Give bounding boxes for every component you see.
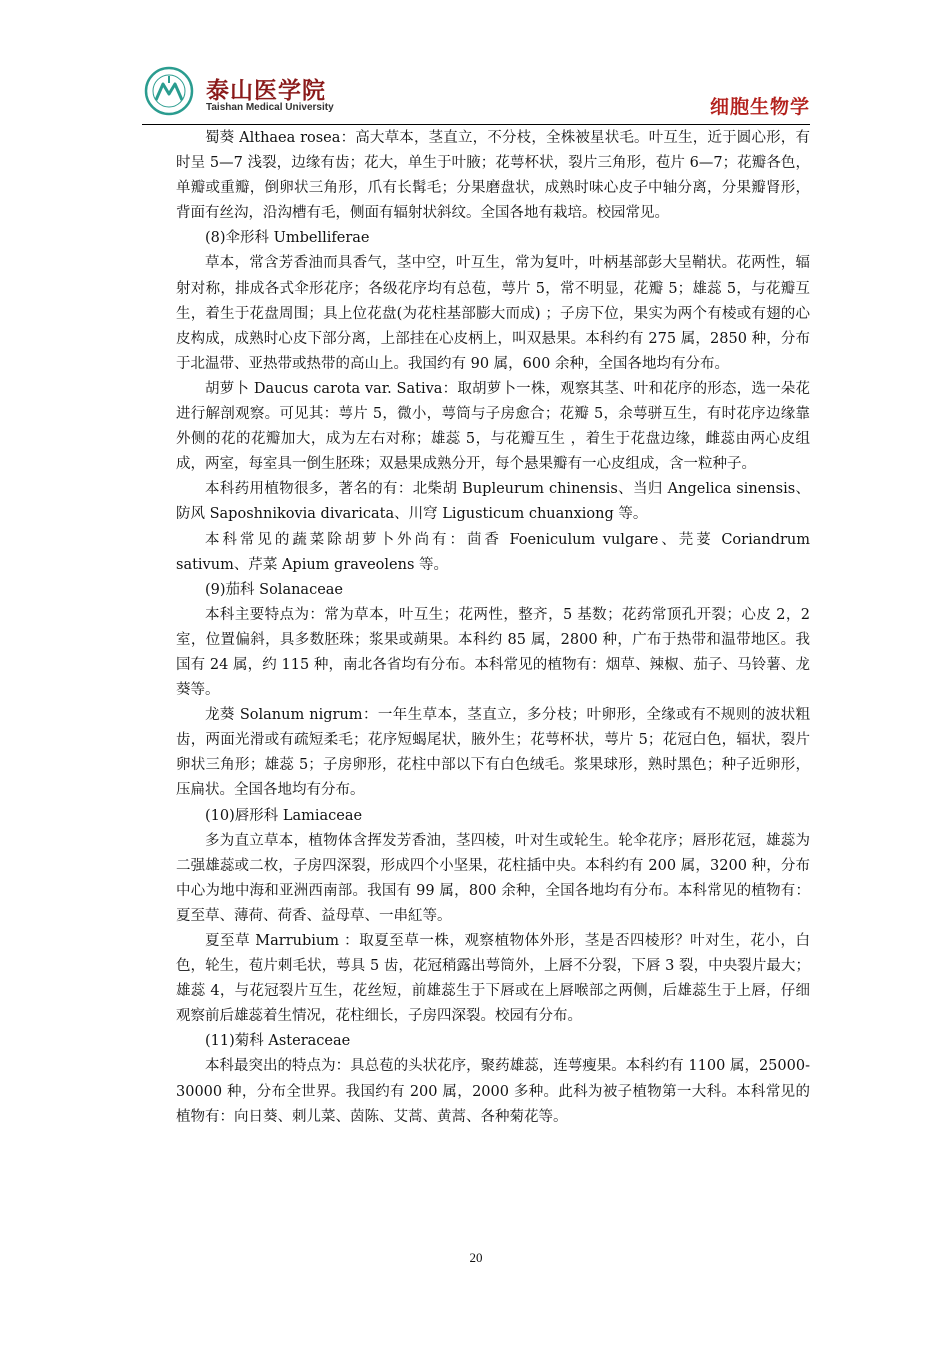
- paragraph: 本科常见的蔬菜除胡萝卜外尚有：茴香 Foeniculum vulgare、芫荽 Coriandrum sativum、芹菜 Apium graveolens 等。: [176, 531, 810, 573]
- university-name-cn: 泰山医学院: [206, 77, 326, 104]
- university-name-en: Taishan Medical University: [206, 102, 334, 113]
- paragraph: 胡萝卜 Daucus carota var. Sativa：取胡萝卜一株，观察其茎、叶和花序的形态，选一朵花进行解剖观察。可见其：萼片 5，微小，萼筒与子房愈合；花瓣 5，余萼骈互生，有时花序边缘靠外侧的花的花瓣加大，成为左右对称；雄蕊 5，与花瓣互生 ，着生于花盘边缘，雌蕊由两心皮组成，两室，每室具一倒生胚珠；双悬果成熟分开，每个悬果瓣有一心皮组成，含一粒种子。: [176, 380, 810, 473]
- paragraph: 蜀葵 Althaea rosea：高大草本，茎直立，不分枝，全株被星状毛。叶互生，近于圆心形，有时呈 5—7 浅裂，边缘有齿；花大，单生于叶腋；花萼杯状，裂片三角形，苞片 6—7；花瓣各色，单瓣或重瓣，倒卵状三角形，爪有长髯毛；分果磨盘状，成熟时味心皮子中轴分离，分果瓣肾形，背面有丝沟，沿沟槽有毛，侧面有辐射状斜纹。全国各地有栽培。校园常见。: [176, 130, 810, 222]
- body-text: [176, 126, 810, 1130]
- header-divider: [142, 124, 810, 125]
- paragraph: 多为直立草本，植物体含挥发芳香油，茎四棱，叶对生或轮生。轮伞花序；唇形花冠，雄蕊为二强雄蕊或二枚，子房四深裂，形成四个小坚果，花柱插中央。本科约有 200 属，3200 种，分布中心为地中海和亚洲西南部。我国有 99 属，800 余种，全国各地均有分布。本科常见的植物有：夏至草、薄荷、荷香、益母草、一串紅等。: [176, 832, 810, 924]
- paragraph: 本科主要特点为：常为草本，叶互生；花两性，整齐，5 基数；花药常顶孔开裂；心皮 2，2 室，位置偏斜，具多数胚珠；浆果或蒴果。本科约 85 属，2800 种，广布于热带和温带地区。我国有 24 属，约 115 种，南北各省均有分布。本科常见的植物有：烟草、辣椒、茄子、马铃薯、龙葵等。: [176, 606, 810, 699]
- paragraph: 本科药用植物很多，著名的有：北柴胡 Bupleurum chinensis、当归 Angelica sinensis、防风 Saposhnikovia divaricata、川穹 Ligusticum chuanxiong 等。: [176, 481, 810, 523]
- paragraph: 草本，常含芳香油而具香气，茎中空，叶互生，常为复叶，叶柄基部彭大呈鞘状。花两性，辐射对称，排成各式伞形花序；各级花序均有总苞，萼片 5，常不明显，花瓣 5；雄蕊 5，与花瓣互生，着生于花盘周围；具上位花盘(为花柱基部膨大而成) ；子房下位，果实为两个有棱或有翅的心皮构成，成熟时心皮下部分离，上部挂在心皮柄上，叫双悬果。本科约有 275 属，2850 种，分布于北温带、亚热带或热带的高山上。我国约有 90 属，600 余种，全国各地均有分布。: [176, 255, 810, 372]
- university-emblem-icon: [144, 66, 194, 116]
- paragraph: 夏至草 Marrubium ：取夏至草一株，观察植物体外形，茎是否四棱形？叶对生，花小，白色，轮生，苞片刺毛状，萼具 5 齿，花冠稍露出萼筒外，上唇不分裂，下唇 3 裂，中央裂片最大；雄蕊 4，与花冠裂片互生，花丝短，前雄蕊生于下唇或在上唇喉部之两侧，后雄蕊生于上唇，仔细观察前后雄蕊着生情况，花柱细长，子房四深裂。校园有分布。: [176, 933, 810, 1025]
- page-number: 20: [469, 1250, 483, 1265]
- section-heading: (8)伞形科 Umbelliferae: [205, 230, 370, 247]
- section-heading: (10)唇形科 Lamiaceae: [205, 807, 363, 824]
- section-heading: (9)茄科 Solanaceae: [205, 581, 344, 598]
- course-title: 细胞生物学: [709, 96, 810, 118]
- page-header: [142, 62, 810, 124]
- paragraph: 本科最突出的特点为：具总苞的头状花序，聚药雄蕊，连萼瘦果。本科约有 1100 属，25000-30000 种，分布全世界。我国约有 200 属，2000 多种。此科为被子植物第一大科。本科常见的植物有：向日葵、刺儿菜、茵陈、艾蒿、黄蒿、各种菊花等。: [176, 1058, 810, 1125]
- paragraph: 龙葵 Solanum nigrum：一年生草本，茎直立，多分枝；叶卵形，全缘或有不规则的波状粗齿，两面光滑或有疏短柔毛；花序短蝎尾状，腋外生；花萼杯状，萼片 5；花冠白色，辐状，裂片卵状三角形；雄蕊 5；子房卵形，花柱中部以下有白色绒毛。浆果球形，熟时黑色；种子近卵形，压扁状。全国各地均有分布。: [176, 707, 810, 799]
- section-heading: (11)菊科 Asteraceae: [205, 1033, 351, 1050]
